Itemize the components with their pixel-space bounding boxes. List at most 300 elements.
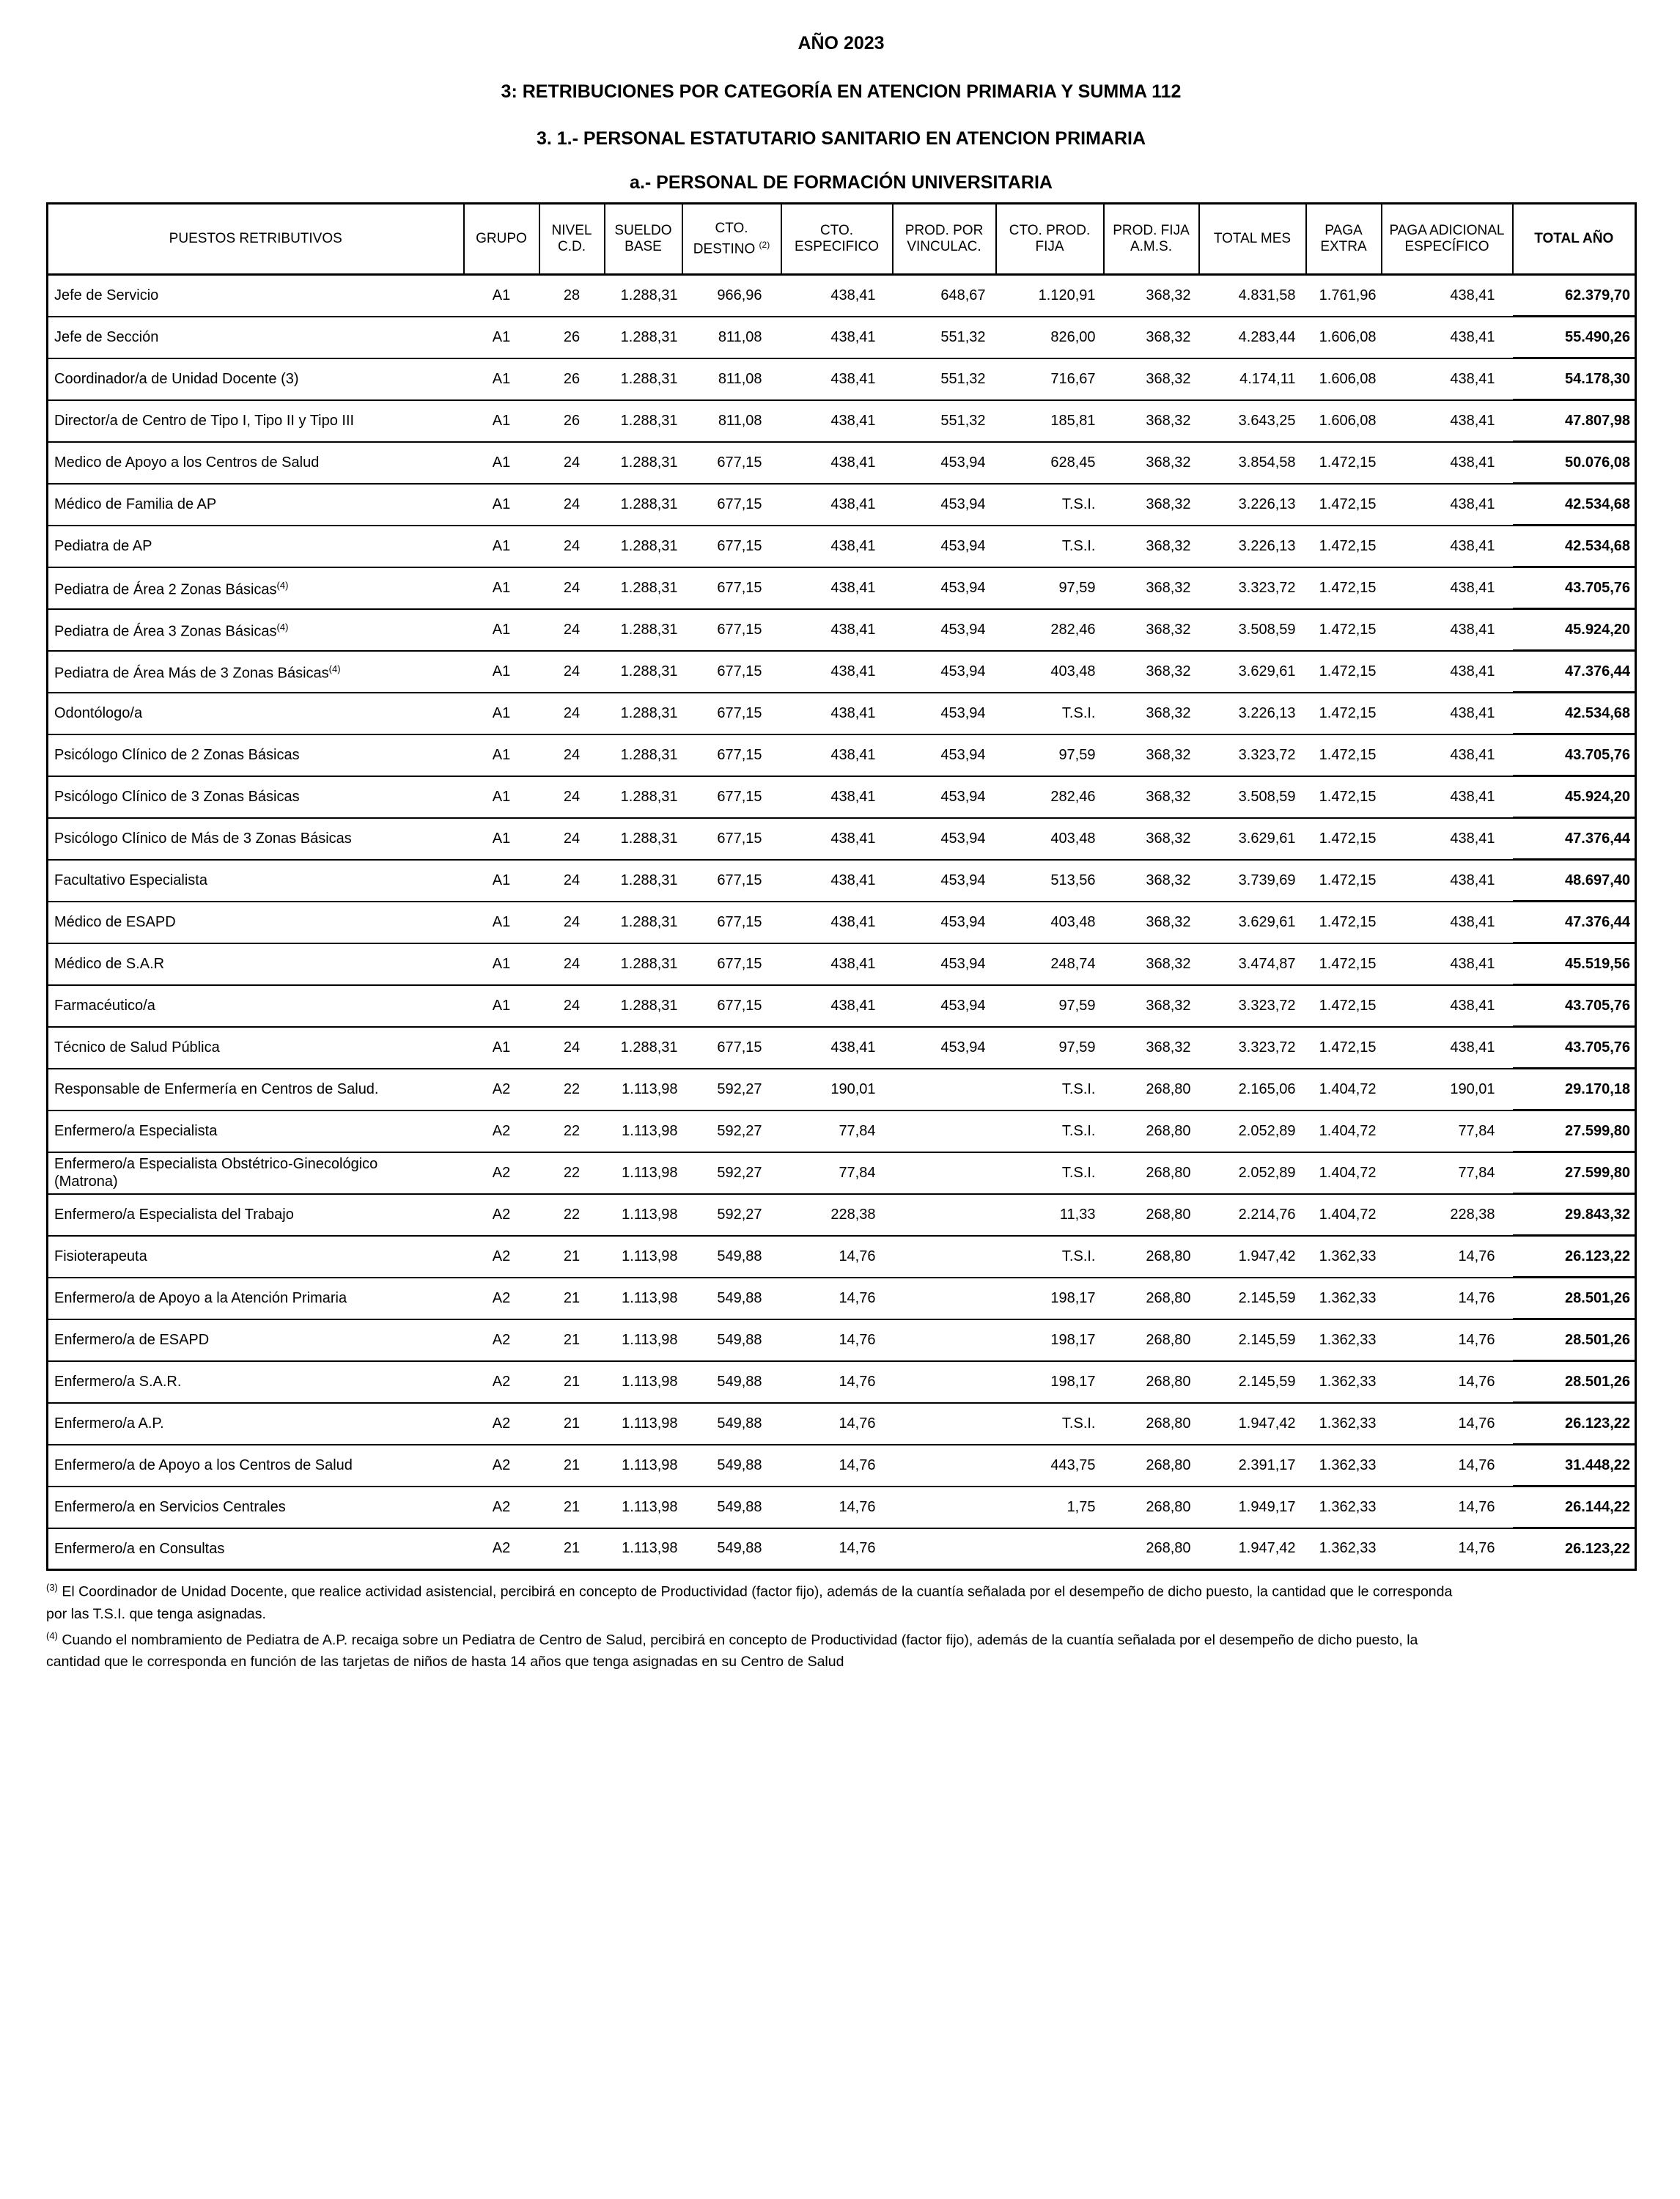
value-cell: A1: [464, 317, 539, 358]
value-cell: 3.629,61: [1199, 651, 1306, 693]
value-cell: 1.472,15: [1306, 484, 1382, 526]
title-section: 3: RETRIBUCIONES POR CATEGORÍA EN ATENCION PRIMARIA Y SUMMA 112: [501, 81, 1182, 102]
value-cell: 1.288,31: [605, 818, 682, 860]
value-cell: A1: [464, 567, 539, 609]
row-label: Farmacéutico/a: [48, 985, 464, 1027]
row-label-footnote-ref: (4): [276, 622, 289, 633]
header-prod-fija-ams: PROD. FIJA A.M.S.: [1104, 204, 1199, 275]
table-row: [48, 442, 1636, 484]
value-cell: 3.226,13: [1199, 484, 1306, 526]
row-label: Médico de S.A.R: [48, 943, 464, 985]
table-row: [48, 1361, 1636, 1403]
row-label: Responsable de Enfermería en Centros de Salud.: [48, 1069, 464, 1110]
value-cell: 368,32: [1104, 943, 1199, 985]
value-cell: 24: [539, 651, 605, 693]
value-cell: 22: [539, 1194, 605, 1236]
value-cell: 368,32: [1104, 734, 1199, 776]
value-cell: 228,38: [1382, 1194, 1513, 1236]
value-cell: 811,08: [682, 317, 781, 358]
value-cell: 14,76: [781, 1445, 893, 1487]
value-cell: 1.288,31: [605, 275, 682, 317]
value-cell: 403,48: [996, 818, 1104, 860]
value-cell: 1.113,98: [605, 1194, 682, 1236]
row-label: Jefe de Servicio: [48, 275, 464, 317]
table-header: [48, 204, 1636, 275]
value-cell: 677,15: [682, 609, 781, 651]
value-cell: 14,76: [1382, 1487, 1513, 1528]
value-cell: 1.472,15: [1306, 442, 1382, 484]
value-cell: 368,32: [1104, 902, 1199, 943]
value-cell: 438,41: [1382, 484, 1513, 526]
value-cell: 24: [539, 860, 605, 902]
value-cell: 453,94: [893, 693, 996, 734]
value-cell: 77,84: [781, 1152, 893, 1194]
value-cell: 2.052,89: [1199, 1152, 1306, 1194]
value-cell: 1.472,15: [1306, 693, 1382, 734]
value-cell: 11,33: [996, 1194, 1104, 1236]
row-label: Enfermero/a en Consultas: [48, 1528, 464, 1570]
value-cell: 368,32: [1104, 526, 1199, 567]
value-cell: [893, 1152, 996, 1194]
value-cell: 592,27: [682, 1152, 781, 1194]
value-cell: 438,41: [1382, 902, 1513, 943]
table-row: [48, 1152, 1636, 1194]
value-cell: 453,94: [893, 734, 996, 776]
value-cell: 14,76: [1382, 1445, 1513, 1487]
value-cell: 14,76: [781, 1528, 893, 1570]
value-cell: 24: [539, 442, 605, 484]
value-cell: 1.472,15: [1306, 1027, 1382, 1069]
value-cell: 268,80: [1104, 1319, 1199, 1361]
table-row: [48, 358, 1636, 400]
value-cell: 3.508,59: [1199, 609, 1306, 651]
value-cell: 453,94: [893, 985, 996, 1027]
value-cell: 453,94: [893, 776, 996, 818]
value-cell: 677,15: [682, 1027, 781, 1069]
value-cell: T.S.I.: [996, 484, 1104, 526]
value-cell: 1.288,31: [605, 609, 682, 651]
total-ano-cell: 27.599,80: [1513, 1110, 1636, 1152]
row-label: Coordinador/a de Unidad Docente (3): [48, 358, 464, 400]
value-cell: 716,67: [996, 358, 1104, 400]
value-cell: 438,41: [781, 609, 893, 651]
value-cell: 21: [539, 1445, 605, 1487]
header-total-mes: TOTAL MES: [1199, 204, 1306, 275]
row-label: Fisioterapeuta: [48, 1236, 464, 1278]
value-cell: 438,41: [781, 776, 893, 818]
value-cell: 2.145,59: [1199, 1319, 1306, 1361]
value-cell: T.S.I.: [996, 1403, 1104, 1445]
value-cell: 368,32: [1104, 567, 1199, 609]
header-grupo: GRUPO: [464, 204, 539, 275]
value-cell: 1.113,98: [605, 1152, 682, 1194]
value-cell: 1.362,33: [1306, 1278, 1382, 1319]
table-row: [48, 651, 1636, 693]
table-row: [48, 693, 1636, 734]
value-cell: 592,27: [682, 1069, 781, 1110]
value-cell: 551,32: [893, 317, 996, 358]
value-cell: A2: [464, 1528, 539, 1570]
value-cell: 14,76: [1382, 1319, 1513, 1361]
table-row: [48, 860, 1636, 902]
table-row: [48, 943, 1636, 985]
total-ano-cell: 48.697,40: [1513, 860, 1636, 902]
row-label: Psicólogo Clínico de 2 Zonas Básicas: [48, 734, 464, 776]
table-row: [48, 275, 1636, 317]
value-cell: A1: [464, 693, 539, 734]
value-cell: T.S.I.: [996, 526, 1104, 567]
value-cell: 1.288,31: [605, 358, 682, 400]
value-cell: 677,15: [682, 651, 781, 693]
value-cell: A1: [464, 609, 539, 651]
value-cell: 28: [539, 275, 605, 317]
value-cell: 438,41: [781, 275, 893, 317]
value-cell: 438,41: [781, 651, 893, 693]
value-cell: 368,32: [1104, 985, 1199, 1027]
value-cell: 368,32: [1104, 609, 1199, 651]
value-cell: A1: [464, 734, 539, 776]
value-cell: 438,41: [1382, 734, 1513, 776]
value-cell: 1.404,72: [1306, 1152, 1382, 1194]
value-cell: 14,76: [781, 1278, 893, 1319]
value-cell: 1.404,72: [1306, 1194, 1382, 1236]
value-cell: 1.472,15: [1306, 776, 1382, 818]
value-cell: 677,15: [682, 860, 781, 902]
value-cell: 438,41: [781, 734, 893, 776]
value-cell: 1.113,98: [605, 1110, 682, 1152]
value-cell: 24: [539, 526, 605, 567]
value-cell: [893, 1110, 996, 1152]
value-cell: 1.472,15: [1306, 609, 1382, 651]
row-label: Psicólogo Clínico de 3 Zonas Básicas: [48, 776, 464, 818]
table-row: [48, 484, 1636, 526]
value-cell: [893, 1361, 996, 1403]
value-cell: 1.362,33: [1306, 1361, 1382, 1403]
value-cell: 438,41: [1382, 818, 1513, 860]
value-cell: [893, 1528, 996, 1570]
value-cell: 1.362,33: [1306, 1319, 1382, 1361]
total-ano-cell: 45.924,20: [1513, 609, 1636, 651]
value-cell: 677,15: [682, 776, 781, 818]
value-cell: A2: [464, 1403, 539, 1445]
value-cell: 677,15: [682, 985, 781, 1027]
value-cell: 513,56: [996, 860, 1104, 902]
total-ano-cell: 45.519,56: [1513, 943, 1636, 985]
value-cell: 1.288,31: [605, 943, 682, 985]
table-row: [48, 1110, 1636, 1152]
header-sueldo-base: SUELDO BASE: [605, 204, 682, 275]
value-cell: 14,76: [781, 1236, 893, 1278]
table-row: [48, 1319, 1636, 1361]
row-label: Pediatra de Área 2 Zonas Básicas$^{(4)}$: [48, 567, 464, 609]
value-cell: 1.362,33: [1306, 1445, 1382, 1487]
value-cell: 368,32: [1104, 275, 1199, 317]
value-cell: 24: [539, 818, 605, 860]
header-cto-destino-label: CTO. DESTINO: [693, 220, 756, 257]
value-cell: 549,88: [682, 1236, 781, 1278]
total-ano-cell: 45.924,20: [1513, 776, 1636, 818]
table-header-row: [48, 204, 1636, 275]
value-cell: 1.947,42: [1199, 1528, 1306, 1570]
value-cell: 443,75: [996, 1445, 1104, 1487]
value-cell: 14,76: [1382, 1361, 1513, 1403]
value-cell: 21: [539, 1236, 605, 1278]
value-cell: A1: [464, 1027, 539, 1069]
total-ano-cell: 47.807,98: [1513, 400, 1636, 442]
row-label-footnote-ref: (4): [328, 663, 341, 675]
value-cell: 1.472,15: [1306, 734, 1382, 776]
value-cell: 268,80: [1104, 1069, 1199, 1110]
table-row: [48, 567, 1636, 609]
value-cell: 3.226,13: [1199, 693, 1306, 734]
value-cell: 24: [539, 484, 605, 526]
value-cell: 26: [539, 400, 605, 442]
value-cell: 1.113,98: [605, 1445, 682, 1487]
value-cell: 438,41: [1382, 943, 1513, 985]
value-cell: 811,08: [682, 358, 781, 400]
value-cell: [893, 1487, 996, 1528]
value-cell: 438,41: [1382, 567, 1513, 609]
value-cell: 438,41: [781, 818, 893, 860]
value-cell: 21: [539, 1361, 605, 1403]
value-cell: 438,41: [1382, 693, 1513, 734]
header-paga-extra: PAGA EXTRA: [1306, 204, 1382, 275]
value-cell: 453,94: [893, 609, 996, 651]
total-ano-cell: 42.534,68: [1513, 693, 1636, 734]
value-cell: A2: [464, 1445, 539, 1487]
value-cell: 438,41: [1382, 985, 1513, 1027]
total-ano-cell: 29.843,32: [1513, 1194, 1636, 1236]
table-row: [48, 1069, 1636, 1110]
table-row: [48, 400, 1636, 442]
value-cell: A1: [464, 902, 539, 943]
footnote-marker: (4): [46, 1629, 58, 1641]
value-cell: 3.739,69: [1199, 860, 1306, 902]
value-cell: 549,88: [682, 1445, 781, 1487]
value-cell: 1.606,08: [1306, 358, 1382, 400]
value-cell: A1: [464, 860, 539, 902]
value-cell: 22: [539, 1152, 605, 1194]
value-cell: 1.761,96: [1306, 275, 1382, 317]
value-cell: 22: [539, 1069, 605, 1110]
value-cell: 368,32: [1104, 317, 1199, 358]
value-cell: 438,41: [781, 1027, 893, 1069]
value-cell: A1: [464, 526, 539, 567]
footnote: $^{(4)}$ Cuando el nombramiento de Pediatra de A.P. recaiga sobre un Pediatra de Centro de Salud, percibirá en concepto de Productividad (factor fijo), además de la cuantía señalada por el desempeño de dicho puesto, la cantidad que le corresponda en función de las tarjetas de niños de hasta 14 años que tenga asignadas en su Centro de Salud: [46, 1629, 1418, 1670]
total-ano-cell: 62.379,70: [1513, 275, 1636, 317]
value-cell: 3.226,13: [1199, 526, 1306, 567]
table-row: [48, 818, 1636, 860]
total-ano-cell: 43.705,76: [1513, 985, 1636, 1027]
total-ano-cell: 26.144,22: [1513, 1487, 1636, 1528]
value-cell: 198,17: [996, 1278, 1104, 1319]
value-cell: 3.854,58: [1199, 442, 1306, 484]
total-ano-cell: 29.170,18: [1513, 1069, 1636, 1110]
value-cell: 1.404,72: [1306, 1110, 1382, 1152]
row-label: Médico de Familia de AP: [48, 484, 464, 526]
row-label: Enfermero/a de Apoyo a los Centros de Salud: [48, 1445, 464, 1487]
value-cell: 368,32: [1104, 358, 1199, 400]
value-cell: 1.113,98: [605, 1236, 682, 1278]
value-cell: 1.288,31: [605, 442, 682, 484]
value-cell: 3.508,59: [1199, 776, 1306, 818]
value-cell: 438,41: [1382, 651, 1513, 693]
value-cell: 14,76: [781, 1403, 893, 1445]
value-cell: 1.472,15: [1306, 567, 1382, 609]
value-cell: 21: [539, 1319, 605, 1361]
value-cell: 24: [539, 776, 605, 818]
total-ano-cell: 47.376,44: [1513, 818, 1636, 860]
value-cell: 1.288,31: [605, 1027, 682, 1069]
value-cell: 1.113,98: [605, 1319, 682, 1361]
value-cell: 24: [539, 693, 605, 734]
table-row: [48, 985, 1636, 1027]
value-cell: 77,84: [1382, 1152, 1513, 1194]
value-cell: 198,17: [996, 1319, 1104, 1361]
value-cell: 185,81: [996, 400, 1104, 442]
value-cell: 1.288,31: [605, 526, 682, 567]
header-paga-adicional-especifico: PAGA ADICIONAL ESPECÍFICO: [1382, 204, 1513, 275]
table-row: [48, 1027, 1636, 1069]
value-cell: 677,15: [682, 818, 781, 860]
value-cell: A2: [464, 1069, 539, 1110]
total-ano-cell: 43.705,76: [1513, 734, 1636, 776]
value-cell: A1: [464, 275, 539, 317]
value-cell: 97,59: [996, 1027, 1104, 1069]
value-cell: 190,01: [1382, 1069, 1513, 1110]
total-ano-cell: 26.123,22: [1513, 1528, 1636, 1570]
table-body: [48, 275, 1636, 1570]
value-cell: 97,59: [996, 567, 1104, 609]
value-cell: 3.323,72: [1199, 1027, 1306, 1069]
value-cell: 1.947,42: [1199, 1236, 1306, 1278]
value-cell: 14,76: [1382, 1528, 1513, 1570]
value-cell: [893, 1278, 996, 1319]
value-cell: A1: [464, 484, 539, 526]
value-cell: A1: [464, 358, 539, 400]
value-cell: A2: [464, 1194, 539, 1236]
value-cell: 3.643,25: [1199, 400, 1306, 442]
value-cell: 268,80: [1104, 1528, 1199, 1570]
value-cell: 368,32: [1104, 860, 1199, 902]
value-cell: 403,48: [996, 651, 1104, 693]
value-cell: 2.052,89: [1199, 1110, 1306, 1152]
value-cell: 268,80: [1104, 1445, 1199, 1487]
value-cell: 438,41: [781, 860, 893, 902]
value-cell: 1.404,72: [1306, 1069, 1382, 1110]
total-ano-cell: 28.501,26: [1513, 1278, 1636, 1319]
row-label: Pediatra de Área Más de 3 Zonas Básicas$^{(4)}$: [48, 651, 464, 693]
value-cell: 453,94: [893, 902, 996, 943]
value-cell: 22: [539, 1110, 605, 1152]
value-cell: 1.288,31: [605, 567, 682, 609]
value-cell: 368,32: [1104, 818, 1199, 860]
value-cell: 24: [539, 609, 605, 651]
value-cell: 1.113,98: [605, 1361, 682, 1403]
value-cell: 368,32: [1104, 776, 1199, 818]
value-cell: 438,41: [1382, 275, 1513, 317]
value-cell: 438,41: [781, 567, 893, 609]
value-cell: 677,15: [682, 567, 781, 609]
value-cell: 268,80: [1104, 1110, 1199, 1152]
footnote: $^{(3)}$ El Coordinador de Unidad Docente, que realice actividad asistencial, percibirá en concepto de Productividad (factor fijo), además de la cuantía señalada por el desempeño de dicho puesto, la cantidad que le corresponda por las T.S.I. que tenga asignadas.: [46, 1582, 1453, 1622]
value-cell: 1.472,15: [1306, 818, 1382, 860]
value-cell: 1.472,15: [1306, 943, 1382, 985]
value-cell: 14,76: [781, 1487, 893, 1528]
total-ano-cell: 43.705,76: [1513, 1027, 1636, 1069]
total-ano-cell: 26.123,22: [1513, 1403, 1636, 1445]
value-cell: 3.629,61: [1199, 818, 1306, 860]
total-ano-cell: 43.705,76: [1513, 567, 1636, 609]
value-cell: T.S.I.: [996, 1236, 1104, 1278]
value-cell: 2.145,59: [1199, 1361, 1306, 1403]
value-cell: 24: [539, 567, 605, 609]
value-cell: 1.362,33: [1306, 1236, 1382, 1278]
value-cell: 368,32: [1104, 400, 1199, 442]
total-ano-cell: 55.490,26: [1513, 317, 1636, 358]
row-label: Médico de ESAPD: [48, 902, 464, 943]
value-cell: A2: [464, 1152, 539, 1194]
value-cell: 453,94: [893, 818, 996, 860]
value-cell: 14,76: [1382, 1236, 1513, 1278]
value-cell: 438,41: [781, 902, 893, 943]
value-cell: 4.283,44: [1199, 317, 1306, 358]
value-cell: 453,94: [893, 651, 996, 693]
header-cto-prod-fija: CTO. PROD. FIJA: [996, 204, 1104, 275]
salary-table: [46, 202, 1637, 1571]
value-cell: 438,41: [1382, 609, 1513, 651]
value-cell: 453,94: [893, 526, 996, 567]
row-label: Enfermero/a de Apoyo a la Atención Primaria: [48, 1278, 464, 1319]
value-cell: 551,32: [893, 358, 996, 400]
value-cell: 438,41: [781, 317, 893, 358]
value-cell: 14,76: [781, 1361, 893, 1403]
value-cell: 2.214,76: [1199, 1194, 1306, 1236]
footnote-marker: (3): [46, 1582, 58, 1593]
total-ano-cell: 47.376,44: [1513, 902, 1636, 943]
value-cell: 549,88: [682, 1319, 781, 1361]
value-cell: 966,96: [682, 275, 781, 317]
value-cell: 77,84: [781, 1110, 893, 1152]
table-row: [48, 1194, 1636, 1236]
value-cell: A2: [464, 1278, 539, 1319]
table-row: [48, 1236, 1636, 1278]
value-cell: 677,15: [682, 693, 781, 734]
row-label: Odontólogo/a: [48, 693, 464, 734]
value-cell: 826,00: [996, 317, 1104, 358]
value-cell: 368,32: [1104, 484, 1199, 526]
value-cell: 24: [539, 1027, 605, 1069]
value-cell: 3.323,72: [1199, 734, 1306, 776]
value-cell: 677,15: [682, 442, 781, 484]
value-cell: 268,80: [1104, 1278, 1199, 1319]
value-cell: 1.472,15: [1306, 860, 1382, 902]
value-cell: 453,94: [893, 943, 996, 985]
value-cell: 438,41: [781, 985, 893, 1027]
value-cell: 282,46: [996, 609, 1104, 651]
value-cell: 2.391,17: [1199, 1445, 1306, 1487]
value-cell: 551,32: [893, 400, 996, 442]
value-cell: 268,80: [1104, 1403, 1199, 1445]
row-label: Director/a de Centro de Tipo I, Tipo II y Tipo III: [48, 400, 464, 442]
value-cell: A1: [464, 651, 539, 693]
value-cell: 592,27: [682, 1194, 781, 1236]
table-row: [48, 1403, 1636, 1445]
header-puestos-retributivos: PUESTOS RETRIBUTIVOS: [48, 204, 464, 275]
title-group: a.- PERSONAL DE FORMACIÓN UNIVERSITARIA: [630, 172, 1053, 193]
value-cell: 1.472,15: [1306, 902, 1382, 943]
value-cell: 438,41: [1382, 860, 1513, 902]
